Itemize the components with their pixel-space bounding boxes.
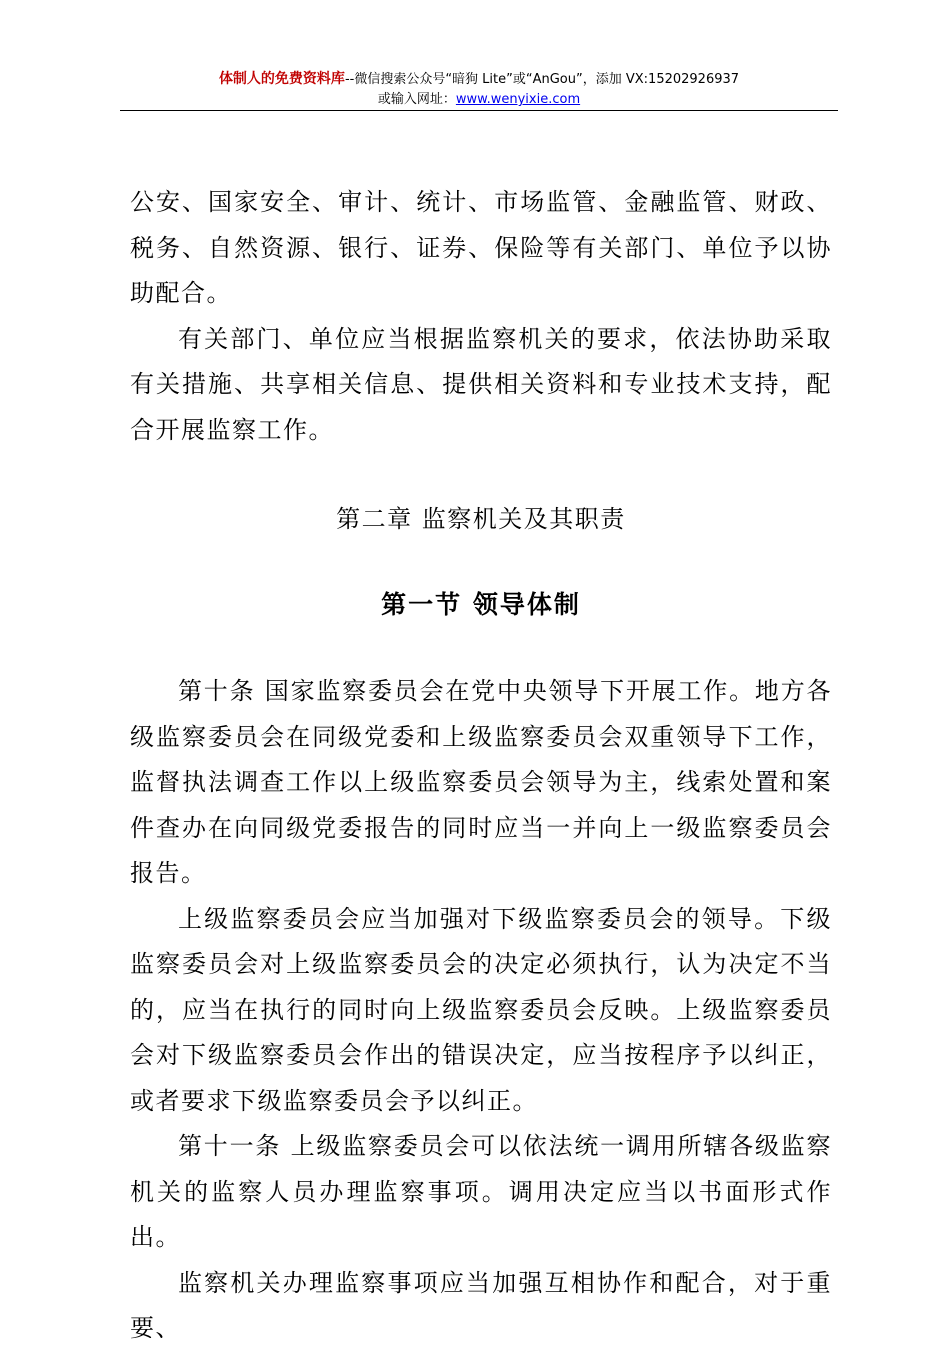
paragraph-cooperation: 有关部门、单位应当根据监察机关的要求，依法协助采取有关措施、共享相关信息、提供相关资料和专业技术支持，配合开展监察工作。 [130, 324, 832, 444]
section-title: 第一节 领导体制 [381, 590, 581, 619]
header-url-label: 或输入网址： [377, 92, 456, 107]
header-line-2 [120, 90, 838, 109]
article-11-paragraph-1: 第十一条 上级监察委员会可以依法统一调用所辖各级监察机关的监察人员办理监察事项。调用决定应当以书面形式作出。 [130, 1132, 832, 1251]
header-url-link[interactable]: www.wenyixie.com [455, 92, 581, 107]
paragraph-continued: 公安、国家安全、审计、统计、市场监管、金融监管、财政、税务、自然资源、银行、证券、保险等有关部门、单位予以协助配合。 [130, 188, 832, 307]
chapter-title: 第二章 监察机关及其职责 [336, 505, 626, 533]
article-10-paragraph-2: 上级监察委员会应当加强对下级监察委员会的领导。下级监察委员会对上级监察委员会的决定必须执行，认为决定不当的，应当在执行的同时向上级监察委员会反映。上级监察委员会对下级监察委员会作出的错误决定，应当按程序予以纠正，或者要求下级监察委员会予以纠正。 [130, 904, 832, 1115]
article-10-paragraph-1: 第十条 国家监察委员会在党中央领导下开展工作。地方各级监察委员会在同级党委和上级监察委员会双重领导下工作，监督执法调查工作以上级监察委员会领导为主，线索处置和案件查办在向同级党委报告的同时应当一并向上一级监察委员会报告。 [130, 677, 832, 887]
header-divider [120, 110, 838, 111]
article-11-paragraph-2: 监察机关办理监察事项应当加强互相协作和配合，对于重要、 [130, 1268, 832, 1342]
header-line-1 [120, 70, 838, 89]
page-header [120, 70, 838, 109]
header-brand: 体制人的免费资料库 [218, 71, 345, 87]
document-body [130, 180, 832, 1352]
header-tagline: --微信搜索公众号“暗狗 Lite”或“AnGou”，添加 VX:15202926937 [344, 72, 740, 87]
